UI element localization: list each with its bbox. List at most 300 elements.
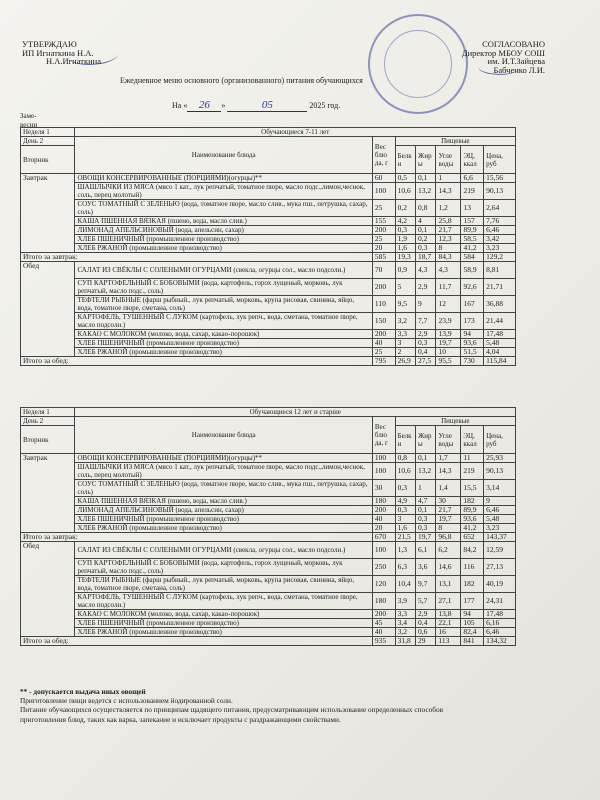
value-cell: 1,4: [436, 480, 461, 497]
page-title: Ежедневное меню основного (организованного) питания обучающихся: [120, 76, 363, 85]
value-cell: 21,71: [484, 279, 516, 296]
value-cell: 200: [372, 279, 395, 296]
dish-cell: СУП КАРТОФЕЛЬНЫЙ С БОБОВЫМИ (вода, картофель, горох лущеный, морковь, лук репчатый, масло подс., соль): [75, 559, 372, 576]
value-cell: 5,48: [484, 515, 516, 524]
dish-cell: ХЛЕБ РЖАНОЙ (промышленное производство): [75, 524, 372, 533]
agree-line: им. И.Т.Зайцева: [487, 56, 545, 66]
total-value: 670: [372, 533, 395, 542]
value-cell: 9: [416, 296, 436, 313]
total-value: 585: [372, 253, 395, 262]
value-cell: 14,6: [436, 559, 461, 576]
group-label: Обучающиеся 12 лет и старше: [75, 408, 516, 417]
value-cell: 0,1: [416, 174, 436, 183]
value-cell: 105: [461, 619, 484, 628]
total-value: 96,8: [436, 533, 461, 542]
value-cell: 157: [461, 217, 484, 226]
value-cell: 0,2: [395, 200, 415, 217]
total-value: 18,7: [416, 253, 436, 262]
value-cell: 1: [415, 480, 435, 497]
value-cell: 0,4: [416, 348, 436, 357]
value-cell: 70: [372, 262, 395, 279]
value-cell: 13,2: [416, 183, 436, 200]
value-cell: 16: [436, 628, 461, 637]
agree-line: Директор МБОУ СОШ: [461, 47, 545, 58]
dish-cell: ХЛЕБ РЖАНОЙ (промышленное производство): [75, 244, 372, 253]
value-cell: 94: [461, 610, 484, 619]
carb-header: Угле воды: [436, 146, 461, 174]
total-value: 19,7: [415, 533, 435, 542]
week-label: Неделя 1: [21, 128, 75, 137]
dish-cell: СОУС ТОМАТНЫЙ С ЗЕЛЕНЬЮ (вода, томатное пюре, масло слив., мука пш., петрушка, сахар, соль): [75, 480, 372, 497]
total-value: 27,5: [416, 357, 436, 366]
value-cell: 4,3: [436, 262, 461, 279]
value-cell: 2,9: [415, 610, 435, 619]
value-cell: 100: [372, 463, 395, 480]
value-cell: 14,3: [436, 463, 461, 480]
dish-cell: ЛИМОНАД АПЕЛЬСИНОВЫЙ (вода, апельсин, сахар): [75, 226, 372, 235]
value-cell: 10,6: [395, 183, 415, 200]
value-cell: 5,7: [415, 593, 435, 610]
value-cell: 89,9: [461, 226, 484, 235]
value-cell: 8: [436, 244, 461, 253]
dish-cell: САЛАТ ИЗ СВЁКЛЫ С СОЛЕНЫМИ ОГУРЦАМИ (свекла, огурцы сол., масло подсолн.): [75, 542, 372, 559]
value-cell: 3,23: [484, 244, 516, 253]
value-cell: 9,5: [395, 296, 415, 313]
value-cell: 0,4: [415, 619, 435, 628]
value-cell: 25: [372, 200, 395, 217]
dish-cell: КАРТОФЕЛЬ, ТУШЕННЫЙ С ЛУКОМ (картофель, лук репч., вода, сметана, томатное пюре, масло подсолн.): [75, 313, 372, 330]
dish-cell: ШАШЛЫЧКИ ИЗ МЯСА (мясо 1 кат., лук репчатый, томатное пюре, масло подс.,лимон,чеснок, соль, перец молотый): [75, 463, 372, 480]
table-row: [21, 542, 516, 559]
value-cell: 2,64: [484, 200, 516, 217]
approve-line: УТВЕРЖДАЮ: [22, 39, 77, 49]
total-row: [21, 357, 516, 366]
meal-label: Обед: [21, 262, 75, 357]
value-cell: 8,81: [484, 262, 516, 279]
value-cell: 19,7: [436, 339, 461, 348]
value-cell: 3,3: [395, 610, 415, 619]
value-cell: 155: [372, 217, 395, 226]
table-row: [21, 524, 516, 533]
value-cell: 0,3: [416, 244, 436, 253]
value-cell: 100: [372, 183, 395, 200]
value-cell: 3,6: [415, 559, 435, 576]
value-cell: 150: [372, 313, 395, 330]
total-value: 29: [415, 637, 435, 646]
table-row: [21, 515, 516, 524]
energy-header: ЭЦ, ккал: [461, 426, 484, 454]
value-cell: 3,9: [395, 593, 415, 610]
menu-table-block-1: [20, 127, 516, 366]
value-cell: 10,4: [395, 576, 415, 593]
agree-line: СОГЛАСОВАНО: [482, 39, 545, 49]
value-cell: 180: [372, 497, 395, 506]
dish-cell: ОВОЩИ КОНСЕРВИРОВАННЫЕ (ПОРЦИЯМИ)(огурцы)**: [75, 174, 372, 183]
value-cell: 6,46: [484, 506, 516, 515]
dish-cell: ХЛЕБ РЖАНОЙ (промышленное производство): [75, 348, 372, 357]
table-row: [21, 593, 516, 610]
value-cell: 0,3: [415, 515, 435, 524]
value-cell: 93,6: [461, 339, 484, 348]
value-cell: 110: [372, 296, 395, 313]
value-cell: 1,2: [436, 200, 461, 217]
total-value: 129,2: [484, 253, 516, 262]
total-label: Итого за завтрак:: [21, 533, 373, 542]
table-row: [21, 183, 516, 200]
value-cell: 3,23: [484, 524, 516, 533]
value-cell: 0,1: [416, 226, 436, 235]
table-row: [21, 619, 516, 628]
value-cell: 21,44: [484, 313, 516, 330]
agree-block: [425, 40, 545, 74]
value-cell: 41,2: [461, 524, 484, 533]
value-cell: 23,9: [436, 313, 461, 330]
value-cell: 100: [372, 454, 395, 463]
value-cell: 0,9: [395, 262, 415, 279]
dish-cell: КАША ПШЕННАЯ ВЯЗКАЯ (пшено, вода, масло слив.): [75, 217, 372, 226]
value-cell: 9: [484, 497, 516, 506]
dish-cell: КАША ПШЕННАЯ ВЯЗКАЯ (пшено, вода, масло слив.): [75, 497, 372, 506]
value-cell: 0,2: [416, 235, 436, 244]
footnote: Приготовление пищи ведется с использованием йодированной соли.: [20, 696, 233, 706]
value-cell: 25,8: [436, 217, 461, 226]
value-cell: 13,8: [436, 610, 461, 619]
total-row: [21, 253, 516, 262]
value-cell: 200: [372, 226, 395, 235]
value-cell: 6,3: [395, 559, 415, 576]
value-cell: 182: [461, 497, 484, 506]
approve-block: [22, 40, 142, 66]
dish-cell: САЛАТ ИЗ СВЁКЛЫ С СОЛЕНЫМИ ОГУРЦАМИ (свекла, огурцы сол., масло подсолн.): [75, 262, 372, 279]
value-cell: 90,13: [484, 183, 516, 200]
value-cell: 40,19: [484, 576, 516, 593]
value-cell: 13: [461, 200, 484, 217]
value-cell: 5: [395, 279, 415, 296]
value-cell: 0,5: [395, 174, 415, 183]
weekday-label: Вторник: [21, 426, 75, 454]
total-value: 795: [372, 357, 395, 366]
dish-cell: ОВОЩИ КОНСЕРВИРОВАННЫЕ (ПОРЦИЯМИ)(огурцы)**: [75, 454, 372, 463]
table-row: [21, 628, 516, 637]
value-cell: 58,9: [461, 262, 484, 279]
total-value: 115,84: [484, 357, 516, 366]
value-cell: 6,2: [436, 542, 461, 559]
value-cell: 40: [372, 628, 395, 637]
total-value: 21,5: [395, 533, 415, 542]
price-header: Цена, руб: [484, 426, 516, 454]
value-cell: 4,7: [415, 497, 435, 506]
value-cell: 4: [416, 217, 436, 226]
protein-header: Белк и: [395, 426, 415, 454]
value-cell: 2,9: [416, 330, 436, 339]
value-cell: 22,1: [436, 619, 461, 628]
value-cell: 2,9: [416, 279, 436, 296]
table-row: [21, 200, 516, 217]
table-row: [21, 480, 516, 497]
value-cell: 30: [436, 497, 461, 506]
value-cell: 6,1: [415, 542, 435, 559]
value-cell: 41,2: [461, 244, 484, 253]
dish-cell: ХЛЕБ ПШЕНИЧНЫЙ (промышленное производство): [75, 339, 372, 348]
value-cell: 25,93: [484, 454, 516, 463]
value-cell: 120: [372, 576, 395, 593]
dish-cell: ТЕФТЕЛИ РЫБНЫЕ (фарш рыбный., лук репчатый, морковь, крупа рисовая, свинина, яйцо, вода, томатное пюре, сметана, соль): [75, 296, 372, 313]
table-row: [21, 348, 516, 357]
value-cell: 100: [372, 542, 395, 559]
value-cell: 17,48: [484, 330, 516, 339]
value-cell: 90,13: [484, 463, 516, 480]
value-cell: 19,7: [436, 515, 461, 524]
value-cell: 82,4: [461, 628, 484, 637]
value-cell: 11: [461, 454, 484, 463]
value-cell: 4,04: [484, 348, 516, 357]
value-cell: 0,3: [395, 480, 415, 497]
table-row: [21, 576, 516, 593]
price-header: Цена, руб: [484, 146, 516, 174]
meal-label: Обед: [21, 542, 75, 637]
meal-label: Завтрак: [21, 174, 75, 253]
table-row: [21, 339, 516, 348]
value-cell: 8: [436, 524, 461, 533]
value-cell: 20: [372, 244, 395, 253]
value-cell: 17,48: [484, 610, 516, 619]
value-cell: 3,4: [395, 619, 415, 628]
total-value: 26,9: [395, 357, 415, 366]
fat-header: Жир ы: [415, 426, 435, 454]
value-cell: 0,3: [395, 506, 415, 515]
weight-header: Вес блю да, г: [372, 417, 395, 454]
value-cell: 7,7: [416, 313, 436, 330]
table-row: [21, 174, 516, 183]
table-row: [21, 454, 516, 463]
total-value: 143,37: [484, 533, 516, 542]
value-cell: 200: [372, 330, 395, 339]
value-cell: 0,8: [395, 454, 415, 463]
value-cell: 0,3: [395, 226, 415, 235]
fat-header: Жир ы: [416, 146, 436, 174]
value-cell: 1,6: [395, 244, 415, 253]
value-cell: 12: [436, 296, 461, 313]
date-suffix: 2025 год.: [309, 101, 341, 110]
group-label: Обучающиеся 7-11 лет: [75, 128, 516, 137]
value-cell: 4,9: [395, 497, 415, 506]
value-cell: 3,14: [484, 480, 516, 497]
total-value: 841: [461, 637, 484, 646]
value-cell: 219: [461, 463, 484, 480]
table-row: [21, 497, 516, 506]
table-row: [21, 217, 516, 226]
value-cell: 24,31: [484, 593, 516, 610]
meal-label: Завтрак: [21, 454, 75, 533]
value-cell: 40: [372, 515, 395, 524]
value-cell: 1,7: [436, 454, 461, 463]
table-row: [21, 262, 516, 279]
value-cell: 12,3: [436, 235, 461, 244]
dish-cell: ХЛЕБ РЖАНОЙ (промышленное производство): [75, 628, 372, 637]
value-cell: 13,9: [436, 330, 461, 339]
value-cell: 30: [372, 480, 395, 497]
dish-header: Наименование блюда: [75, 137, 372, 174]
value-cell: 0,3: [415, 524, 435, 533]
value-cell: 25: [372, 235, 395, 244]
value-cell: 6,16: [484, 619, 516, 628]
total-value: 95,5: [436, 357, 461, 366]
dish-cell: ЛИМОНАД АПЕЛЬСИНОВЫЙ (вода, апельсин, сахар): [75, 506, 372, 515]
footnotes: [20, 687, 560, 724]
value-cell: 21,7: [436, 506, 461, 515]
value-cell: 27,13: [484, 559, 516, 576]
dish-cell: ШАШЛЫЧКИ ИЗ МЯСА (мясо 1 кат., лук репчатый, томатное пюре, масло подс.,лимон,чеснок, соль, перец молотый): [75, 183, 372, 200]
energy-header: ЭЦ, ккал: [461, 146, 484, 174]
table-row: [21, 610, 516, 619]
approve-line: ИП Игнаткина Н.А.: [22, 47, 94, 58]
value-cell: 5,48: [484, 339, 516, 348]
week-label: Неделя 1: [21, 408, 75, 417]
value-cell: 6,6: [461, 174, 484, 183]
menu-table: [20, 127, 516, 366]
dish-cell: ХЛЕБ ПШЕНИЧНЫЙ (промышленное производство): [75, 619, 372, 628]
value-cell: 250: [372, 559, 395, 576]
value-cell: 11,7: [436, 279, 461, 296]
dish-cell: КАКАО С МОЛОКОМ (молоко, вода, сахар, какао-порошок): [75, 330, 372, 339]
value-cell: 13,2: [415, 463, 435, 480]
nutrients-header: Пищевые: [395, 417, 515, 426]
value-cell: 36,88: [484, 296, 516, 313]
value-cell: 15,5: [461, 480, 484, 497]
date-month: 05: [227, 99, 307, 112]
value-cell: 200: [372, 610, 395, 619]
total-row: [21, 637, 516, 646]
total-label: Итого за обед:: [21, 637, 373, 646]
day-label: День 2: [21, 417, 75, 426]
value-cell: 94: [461, 330, 484, 339]
dish-cell: КАРТОФЕЛЬ, ТУШЕННЫЙ С ЛУКОМ (картофель, лук репч., вода, сметана, томатное пюре, масло подсолн.): [75, 593, 372, 610]
footnote: ** - допускается выдача иных овощей: [20, 687, 146, 696]
value-cell: 182: [461, 576, 484, 593]
value-cell: 21,7: [436, 226, 461, 235]
value-cell: 93,6: [461, 515, 484, 524]
value-cell: 60: [372, 174, 395, 183]
dish-header: Наименование блюда: [75, 417, 372, 454]
value-cell: 58,5: [461, 235, 484, 244]
total-value: 730: [461, 357, 484, 366]
value-cell: 200: [372, 506, 395, 515]
dish-cell: ТЕФТЕЛИ РЫБНЫЕ (фарш рыбный., лук репчатый, морковь, крупа рисовая, свинина, яйцо, вода, томатное пюре, сметана, соль): [75, 576, 372, 593]
menu-table: [20, 407, 516, 646]
value-cell: 7,76: [484, 217, 516, 226]
date-line: [172, 99, 340, 112]
agree-line: Бабченко Л.И.: [493, 64, 545, 75]
table-row: [21, 559, 516, 576]
value-cell: 177: [461, 593, 484, 610]
dish-cell: СОУС ТОМАТНЫЙ С ЗЕЛЕНЬЮ (вода, томатное пюре, масло слив., мука пш., петрушка, сахар, соль): [75, 200, 372, 217]
value-cell: 116: [461, 559, 484, 576]
total-value: 84,3: [436, 253, 461, 262]
value-cell: 6,46: [484, 628, 516, 637]
value-cell: 6,46: [484, 226, 516, 235]
table-row: [21, 330, 516, 339]
value-cell: 173: [461, 313, 484, 330]
table-row: [21, 463, 516, 480]
value-cell: 20: [372, 524, 395, 533]
value-cell: 92,6: [461, 279, 484, 296]
total-value: 134,32: [484, 637, 516, 646]
menu-table-block-2: [20, 407, 516, 646]
value-cell: 3: [395, 515, 415, 524]
table-row: [21, 296, 516, 313]
carb-header: Угле воды: [436, 426, 461, 454]
value-cell: 27,1: [436, 593, 461, 610]
total-value: 652: [461, 533, 484, 542]
total-value: 19,3: [395, 253, 415, 262]
value-cell: 15,56: [484, 174, 516, 183]
date-mid: »: [221, 101, 226, 110]
value-cell: 2: [395, 348, 415, 357]
dish-cell: КАКАО С МОЛОКОМ (молоко, вода, сахар, какао-порошок): [75, 610, 372, 619]
value-cell: 40: [372, 339, 395, 348]
dish-cell: ХЛЕБ ПШЕНИЧНЫЙ (промышленное производство): [75, 515, 372, 524]
table-row: [21, 313, 516, 330]
value-cell: 51,5: [461, 348, 484, 357]
value-cell: 1,9: [395, 235, 415, 244]
total-row: [21, 533, 516, 542]
dish-cell: ХЛЕБ ПШЕНИЧНЫЙ (промышленное производство): [75, 235, 372, 244]
zamena-label: Заме- весни: [20, 112, 38, 129]
weekday-label: Вторник: [21, 146, 75, 174]
value-cell: 9,7: [415, 576, 435, 593]
value-cell: 3: [395, 339, 415, 348]
nutrients-header: Пищевые: [395, 137, 515, 146]
value-cell: 3,3: [395, 330, 415, 339]
approve-line: Н.А.Игнаткина: [46, 56, 101, 66]
value-cell: 3,2: [395, 313, 415, 330]
total-value: 113: [436, 637, 461, 646]
value-cell: 0,1: [415, 506, 435, 515]
value-cell: 25: [372, 348, 395, 357]
footnote: Питание обучающихся осуществляется по принципам щадящего питания, предусматривающим использование определенных способов: [20, 705, 444, 715]
table-row: [21, 235, 516, 244]
total-label: Итого за завтрак:: [21, 253, 373, 262]
table-row: [21, 506, 516, 515]
total-value: 584: [461, 253, 484, 262]
date-prefix: На «: [172, 101, 188, 110]
value-cell: 4,3: [416, 262, 436, 279]
value-cell: 45: [372, 619, 395, 628]
value-cell: 219: [461, 183, 484, 200]
value-cell: 1,3: [395, 542, 415, 559]
value-cell: 1,6: [395, 524, 415, 533]
table-row: [21, 279, 516, 296]
total-value: 935: [372, 637, 395, 646]
value-cell: 3,42: [484, 235, 516, 244]
total-value: 31,8: [395, 637, 415, 646]
table-row: [21, 244, 516, 253]
value-cell: 10: [436, 348, 461, 357]
value-cell: 0,6: [415, 628, 435, 637]
value-cell: 13,1: [436, 576, 461, 593]
footnote: приготовления блюд, таких как варка, запекание и исключает продукты с раздражающими свойствами.: [20, 714, 341, 724]
weight-header: Вес блю да, г: [372, 137, 395, 174]
value-cell: 10,6: [395, 463, 415, 480]
table-row: [21, 226, 516, 235]
value-cell: 12,59: [484, 542, 516, 559]
value-cell: 14,3: [436, 183, 461, 200]
value-cell: 1: [436, 174, 461, 183]
value-cell: 0,8: [416, 200, 436, 217]
protein-header: Белк и: [395, 146, 415, 174]
value-cell: 0,1: [415, 454, 435, 463]
value-cell: 180: [372, 593, 395, 610]
